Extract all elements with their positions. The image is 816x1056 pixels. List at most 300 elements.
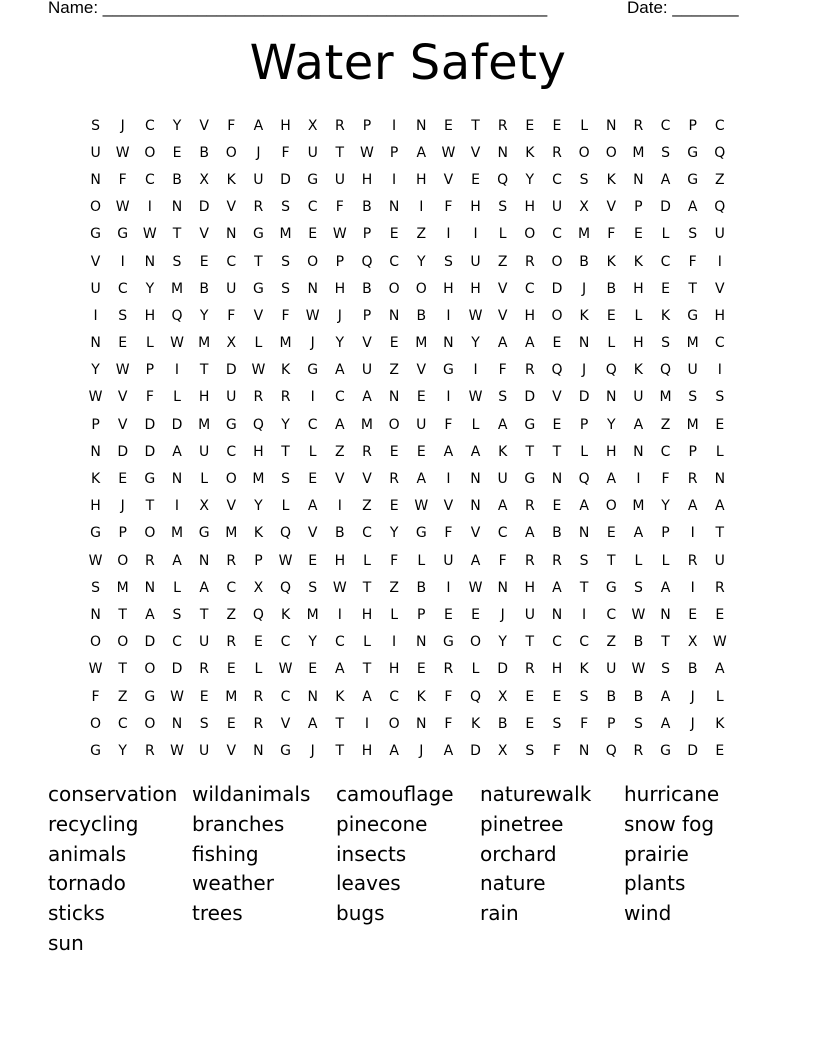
grid-letter[interactable]: H bbox=[198, 389, 210, 406]
grid-letter[interactable]: A bbox=[362, 389, 372, 406]
grid-letter[interactable]: G bbox=[144, 471, 156, 488]
grid-letter[interactable]: C bbox=[144, 117, 155, 134]
grid-letter[interactable]: U bbox=[334, 171, 345, 188]
grid-letter[interactable]: X bbox=[226, 335, 237, 352]
grid-letter[interactable]: A bbox=[633, 416, 644, 433]
grid-letter[interactable]: N bbox=[253, 742, 264, 759]
grid-letter[interactable]: P bbox=[661, 525, 670, 542]
grid-letter[interactable]: U bbox=[687, 362, 698, 379]
grid-letter[interactable]: P bbox=[417, 606, 426, 623]
grid-letter[interactable]: G bbox=[307, 362, 319, 379]
grid-letter[interactable]: D bbox=[171, 416, 183, 433]
grid-letter[interactable]: F bbox=[688, 253, 697, 270]
grid-letter[interactable]: G bbox=[252, 280, 264, 297]
grid-letter[interactable]: F bbox=[145, 389, 154, 406]
grid-letter[interactable]: P bbox=[389, 144, 399, 161]
grid-letter[interactable]: F bbox=[281, 307, 290, 324]
grid-letter[interactable]: A bbox=[145, 606, 155, 623]
grid-letter[interactable]: S bbox=[443, 253, 453, 270]
grid-letter[interactable]: M bbox=[170, 280, 184, 297]
date-field[interactable]: Date: _______ bbox=[627, 0, 739, 17]
grid-letter[interactable]: F bbox=[444, 715, 453, 732]
grid-letter[interactable]: C bbox=[524, 280, 535, 297]
grid-letter[interactable]: C bbox=[552, 634, 562, 651]
grid-letter[interactable]: X bbox=[199, 171, 209, 188]
grid-letter[interactable]: T bbox=[715, 525, 725, 542]
grid-letter[interactable]: U bbox=[470, 253, 481, 270]
grid-letter[interactable]: A bbox=[335, 362, 345, 379]
grid-letter[interactable]: Y bbox=[254, 498, 263, 515]
grid-letter[interactable]: W bbox=[278, 552, 293, 569]
grid-letter[interactable]: W bbox=[88, 389, 103, 406]
grid-letter[interactable]: E bbox=[226, 715, 236, 732]
grid-letter[interactable]: H bbox=[90, 498, 101, 515]
grid-letter[interactable]: Q bbox=[578, 471, 590, 488]
grid-letter[interactable]: G bbox=[90, 742, 101, 759]
grid-letter[interactable]: C bbox=[660, 117, 671, 134]
grid-letter[interactable]: P bbox=[118, 525, 127, 542]
grid-letter[interactable]: S bbox=[579, 552, 589, 569]
grid-letter[interactable]: I bbox=[446, 307, 451, 324]
grid-letter[interactable]: D bbox=[497, 661, 509, 678]
grid-letter[interactable]: N bbox=[388, 199, 400, 216]
grid-letter[interactable]: E bbox=[416, 389, 426, 406]
grid-letter[interactable]: R bbox=[226, 552, 237, 569]
grid-letter[interactable]: O bbox=[551, 253, 563, 270]
grid-letter[interactable]: A bbox=[606, 471, 617, 488]
grid-letter[interactable]: H bbox=[334, 552, 346, 569]
grid-letter[interactable]: Y bbox=[308, 634, 317, 651]
grid-letter[interactable]: P bbox=[362, 307, 372, 324]
grid-letter[interactable]: Z bbox=[497, 253, 508, 270]
grid-letter[interactable]: O bbox=[605, 498, 617, 515]
grid-letter[interactable]: K bbox=[226, 171, 236, 188]
grid-letter[interactable]: N bbox=[497, 579, 508, 596]
grid-letter[interactable]: Q bbox=[171, 307, 183, 324]
grid-letter[interactable]: G bbox=[252, 226, 264, 243]
grid-letter[interactable]: M bbox=[279, 335, 292, 352]
grid-letter[interactable]: O bbox=[144, 144, 156, 161]
grid-letter[interactable]: T bbox=[525, 443, 535, 460]
grid-letter[interactable]: A bbox=[579, 498, 589, 515]
grid-letter[interactable]: G bbox=[687, 144, 699, 161]
grid-letter[interactable]: G bbox=[144, 688, 156, 705]
grid-letter[interactable]: Y bbox=[281, 416, 290, 433]
grid-letter[interactable]: F bbox=[118, 171, 127, 188]
grid-letter[interactable]: C bbox=[307, 416, 318, 433]
grid-letter[interactable]: V bbox=[362, 335, 372, 352]
grid-letter[interactable]: Y bbox=[145, 280, 155, 297]
grid-letter[interactable]: K bbox=[90, 471, 101, 488]
grid-letter[interactable]: S bbox=[172, 606, 182, 623]
grid-letter[interactable]: A bbox=[416, 144, 427, 161]
grid-letter[interactable]: H bbox=[144, 307, 156, 324]
grid-letter[interactable]: H bbox=[443, 280, 454, 297]
grid-letter[interactable]: R bbox=[497, 117, 508, 134]
grid-letter[interactable]: D bbox=[524, 389, 536, 406]
grid-letter[interactable]: V bbox=[307, 525, 318, 542]
grid-letter[interactable]: G bbox=[198, 525, 210, 542]
grid-letter[interactable]: C bbox=[172, 634, 182, 651]
grid-letter[interactable]: H bbox=[253, 443, 264, 460]
grid-letter[interactable]: H bbox=[633, 280, 644, 297]
grid-letter[interactable]: F bbox=[498, 362, 507, 379]
grid-letter[interactable]: N bbox=[470, 498, 481, 515]
grid-letter[interactable]: A bbox=[633, 525, 644, 542]
grid-letter[interactable]: L bbox=[363, 552, 371, 569]
grid-letter[interactable]: K bbox=[606, 253, 616, 270]
grid-letter[interactable]: F bbox=[335, 199, 344, 216]
grid-letter[interactable]: L bbox=[661, 552, 670, 569]
grid-letter[interactable]: E bbox=[416, 443, 426, 460]
grid-letter[interactable]: Z bbox=[335, 443, 345, 460]
grid-letter[interactable]: J bbox=[120, 498, 125, 515]
grid-letter[interactable]: R bbox=[552, 144, 562, 161]
grid-letter[interactable]: N bbox=[714, 471, 726, 488]
grid-letter[interactable]: B bbox=[687, 661, 698, 678]
grid-letter[interactable]: L bbox=[254, 335, 263, 352]
grid-letter[interactable]: B bbox=[362, 199, 372, 216]
grid-letter[interactable]: W bbox=[332, 226, 347, 243]
grid-letter[interactable]: A bbox=[552, 579, 562, 596]
grid-letter[interactable]: N bbox=[144, 579, 156, 596]
grid-letter[interactable]: Q bbox=[497, 171, 509, 188]
grid-letter[interactable]: N bbox=[416, 117, 427, 134]
grid-letter[interactable]: E bbox=[715, 742, 725, 759]
grid-letter[interactable]: E bbox=[253, 634, 263, 651]
grid-letter[interactable]: V bbox=[226, 199, 237, 216]
grid-letter[interactable]: I bbox=[147, 199, 152, 216]
grid-letter[interactable]: I bbox=[717, 253, 722, 270]
grid-letter[interactable]: L bbox=[661, 226, 670, 243]
grid-letter[interactable]: A bbox=[715, 498, 725, 515]
grid-letter[interactable]: P bbox=[634, 199, 643, 216]
grid-letter[interactable]: U bbox=[416, 416, 427, 433]
grid-letter[interactable]: J bbox=[690, 715, 695, 732]
grid-letter[interactable]: T bbox=[471, 117, 480, 134]
grid-letter[interactable]: P bbox=[362, 226, 372, 243]
grid-letter[interactable]: B bbox=[362, 280, 372, 297]
grid-letter[interactable]: H bbox=[524, 307, 536, 324]
grid-letter[interactable]: G bbox=[524, 416, 536, 433]
grid-letter[interactable]: I bbox=[120, 253, 125, 270]
grid-letter[interactable]: T bbox=[552, 443, 562, 460]
grid-letter[interactable]: V bbox=[226, 498, 237, 515]
grid-letter[interactable]: L bbox=[715, 688, 724, 705]
grid-letter[interactable]: F bbox=[390, 552, 399, 569]
grid-letter[interactable]: A bbox=[660, 171, 671, 188]
grid-letter[interactable]: L bbox=[607, 335, 616, 352]
grid-letter[interactable]: U bbox=[633, 389, 644, 406]
grid-letter[interactable]: N bbox=[633, 171, 644, 188]
grid-letter[interactable]: A bbox=[172, 552, 182, 569]
grid-letter[interactable]: E bbox=[688, 606, 698, 623]
grid-letter[interactable]: D bbox=[578, 389, 590, 406]
grid-letter[interactable]: E bbox=[552, 498, 562, 515]
grid-letter[interactable]: Z bbox=[715, 171, 725, 188]
grid-letter[interactable]: D bbox=[144, 416, 156, 433]
grid-letter[interactable]: K bbox=[633, 362, 643, 379]
grid-letter[interactable]: V bbox=[90, 253, 101, 270]
grid-letter[interactable]: O bbox=[144, 715, 156, 732]
grid-letter[interactable]: B bbox=[606, 280, 617, 297]
grid-letter[interactable]: U bbox=[90, 280, 101, 297]
grid-letter[interactable]: P bbox=[335, 253, 345, 270]
grid-letter[interactable]: I bbox=[446, 226, 451, 243]
grid-letter[interactable]: Y bbox=[199, 307, 209, 324]
grid-letter[interactable]: E bbox=[389, 443, 399, 460]
grid-letter[interactable]: V bbox=[443, 498, 454, 515]
grid-letter[interactable]: I bbox=[174, 362, 180, 379]
grid-letter[interactable]: L bbox=[200, 471, 209, 488]
grid-letter[interactable]: N bbox=[307, 280, 318, 297]
grid-letter[interactable]: S bbox=[688, 389, 698, 406]
grid-letter[interactable]: V bbox=[362, 471, 372, 488]
grid-letter[interactable]: V bbox=[606, 199, 617, 216]
grid-letter[interactable]: S bbox=[118, 307, 128, 324]
grid-letter[interactable]: E bbox=[606, 525, 616, 542]
grid-letter[interactable]: E bbox=[308, 471, 318, 488]
grid-letter[interactable]: J bbox=[582, 280, 587, 297]
grid-letter[interactable]: W bbox=[115, 144, 130, 161]
grid-letter[interactable]: X bbox=[253, 579, 264, 596]
grid-letter[interactable]: O bbox=[388, 416, 400, 433]
grid-letter[interactable]: N bbox=[551, 606, 563, 623]
grid-letter[interactable]: W bbox=[278, 661, 293, 678]
grid-letter[interactable]: Q bbox=[361, 253, 373, 270]
grid-letter[interactable]: M bbox=[632, 498, 645, 515]
grid-letter[interactable]: C bbox=[117, 715, 128, 732]
grid-letter[interactable]: Y bbox=[91, 362, 100, 379]
grid-letter[interactable]: S bbox=[281, 280, 290, 297]
grid-letter[interactable]: D bbox=[660, 199, 671, 216]
grid-letter[interactable]: N bbox=[606, 389, 617, 406]
grid-letter[interactable]: Y bbox=[118, 742, 127, 759]
grid-letter[interactable]: W bbox=[441, 144, 456, 161]
grid-letter[interactable]: M bbox=[198, 335, 211, 352]
grid-letter[interactable]: L bbox=[471, 416, 480, 433]
grid-letter[interactable]: M bbox=[225, 688, 238, 705]
grid-letter[interactable]: R bbox=[226, 634, 237, 651]
grid-letter[interactable]: E bbox=[308, 552, 318, 569]
grid-letter[interactable]: I bbox=[473, 226, 478, 243]
grid-letter[interactable]: V bbox=[199, 117, 209, 134]
grid-letter[interactable]: G bbox=[90, 226, 101, 243]
grid-letter[interactable]: V bbox=[552, 389, 562, 406]
grid-letter[interactable]: E bbox=[443, 606, 453, 623]
grid-letter[interactable]: K bbox=[525, 144, 535, 161]
grid-letter[interactable]: S bbox=[199, 715, 209, 732]
grid-letter[interactable]: E bbox=[389, 226, 399, 243]
grid-letter[interactable]: R bbox=[362, 443, 372, 460]
grid-letter[interactable]: Y bbox=[172, 117, 182, 134]
grid-letter[interactable]: I bbox=[310, 389, 315, 406]
grid-letter[interactable]: P bbox=[145, 362, 155, 379]
grid-letter[interactable]: B bbox=[633, 688, 644, 705]
grid-letter[interactable]: A bbox=[335, 661, 345, 678]
grid-letter[interactable]: Y bbox=[606, 416, 616, 433]
grid-letter[interactable]: I bbox=[337, 498, 342, 515]
grid-letter[interactable]: F bbox=[580, 715, 589, 732]
grid-letter[interactable]: W bbox=[468, 307, 483, 324]
grid-letter[interactable]: N bbox=[171, 471, 183, 488]
grid-letter[interactable]: G bbox=[117, 226, 129, 243]
grid-letter[interactable]: B bbox=[199, 280, 209, 297]
grid-letter[interactable]: F bbox=[607, 226, 616, 243]
grid-letter[interactable]: H bbox=[280, 117, 291, 134]
grid-letter[interactable]: S bbox=[633, 579, 643, 596]
grid-letter[interactable]: H bbox=[551, 661, 563, 678]
grid-letter[interactable]: T bbox=[281, 443, 290, 460]
grid-letter[interactable]: Y bbox=[661, 498, 670, 515]
grid-letter[interactable]: B bbox=[579, 253, 589, 270]
grid-letter[interactable]: N bbox=[497, 144, 508, 161]
grid-letter[interactable]: B bbox=[606, 688, 617, 705]
grid-letter[interactable]: P bbox=[254, 552, 263, 569]
grid-letter[interactable]: C bbox=[334, 634, 345, 651]
grid-letter[interactable]: S bbox=[579, 688, 589, 705]
grid-letter[interactable]: G bbox=[605, 579, 617, 596]
grid-letter[interactable]: H bbox=[633, 335, 644, 352]
grid-letter[interactable]: R bbox=[443, 661, 454, 678]
grid-letter[interactable]: Q bbox=[252, 606, 264, 623]
grid-letter[interactable]: N bbox=[90, 606, 101, 623]
grid-letter[interactable]: L bbox=[173, 389, 181, 406]
grid-letter[interactable]: Q bbox=[252, 416, 264, 433]
grid-letter[interactable]: M bbox=[170, 525, 184, 542]
grid-letter[interactable]: E bbox=[226, 661, 236, 678]
grid-letter[interactable]: R bbox=[524, 552, 535, 569]
grid-letter[interactable]: E bbox=[443, 117, 453, 134]
grid-letter[interactable]: C bbox=[307, 199, 318, 216]
grid-letter[interactable]: C bbox=[552, 171, 562, 188]
grid-letter[interactable]: N bbox=[307, 688, 318, 705]
grid-letter[interactable]: W bbox=[631, 606, 646, 623]
grid-letter[interactable]: D bbox=[144, 443, 156, 460]
grid-letter[interactable]: D bbox=[144, 634, 156, 651]
grid-letter[interactable]: V bbox=[443, 171, 454, 188]
grid-letter[interactable]: W bbox=[88, 552, 103, 569]
grid-letter[interactable]: L bbox=[308, 443, 317, 460]
grid-letter[interactable]: H bbox=[361, 606, 373, 623]
grid-letter[interactable]: H bbox=[334, 280, 346, 297]
grid-letter[interactable]: D bbox=[687, 742, 699, 759]
grid-letter[interactable]: A bbox=[416, 471, 427, 488]
grid-letter[interactable]: L bbox=[254, 661, 263, 678]
grid-letter[interactable]: J bbox=[337, 307, 342, 324]
grid-letter[interactable]: F bbox=[552, 742, 561, 759]
grid-letter[interactable]: O bbox=[225, 144, 237, 161]
grid-letter[interactable]: T bbox=[145, 498, 155, 515]
grid-letter[interactable]: X bbox=[199, 498, 209, 515]
grid-letter[interactable]: U bbox=[307, 144, 318, 161]
grid-letter[interactable]: D bbox=[280, 171, 291, 188]
grid-letter[interactable]: A bbox=[497, 498, 508, 515]
grid-letter[interactable]: Q bbox=[660, 362, 672, 379]
grid-letter[interactable]: B bbox=[416, 307, 427, 324]
grid-letter[interactable]: E bbox=[525, 715, 535, 732]
grid-letter[interactable]: N bbox=[144, 253, 156, 270]
grid-letter[interactable]: T bbox=[335, 715, 345, 732]
grid-letter[interactable]: S bbox=[172, 253, 182, 270]
grid-letter[interactable]: J bbox=[120, 117, 125, 134]
grid-letter[interactable]: T bbox=[199, 362, 209, 379]
grid-letter[interactable]: U bbox=[443, 552, 454, 569]
grid-letter[interactable]: N bbox=[171, 715, 183, 732]
grid-letter[interactable]: F bbox=[661, 471, 670, 488]
grid-letter[interactable]: R bbox=[552, 552, 562, 569]
grid-letter[interactable]: H bbox=[470, 199, 481, 216]
grid-letter[interactable]: O bbox=[388, 715, 400, 732]
grid-letter[interactable]: L bbox=[471, 661, 480, 678]
grid-letter[interactable]: E bbox=[199, 253, 209, 270]
grid-letter[interactable]: E bbox=[715, 606, 725, 623]
grid-letter[interactable]: P bbox=[607, 715, 616, 732]
grid-letter[interactable]: E bbox=[661, 280, 670, 297]
grid-letter[interactable]: N bbox=[198, 552, 210, 569]
grid-letter[interactable]: U bbox=[253, 171, 264, 188]
grid-letter[interactable]: U bbox=[606, 661, 617, 678]
grid-letter[interactable]: D bbox=[198, 199, 210, 216]
grid-letter[interactable]: G bbox=[687, 307, 699, 324]
grid-letter[interactable]: A bbox=[307, 498, 318, 515]
grid-letter[interactable]: V bbox=[253, 307, 264, 324]
grid-letter[interactable]: E bbox=[525, 117, 535, 134]
grid-letter[interactable]: W bbox=[360, 144, 374, 161]
grid-letter[interactable]: C bbox=[389, 688, 399, 705]
grid-letter[interactable]: I bbox=[446, 579, 451, 596]
grid-letter[interactable]: R bbox=[687, 471, 698, 488]
grid-letter[interactable]: F bbox=[444, 416, 453, 433]
grid-letter[interactable]: L bbox=[173, 579, 181, 596]
grid-letter[interactable]: B bbox=[552, 525, 562, 542]
grid-letter[interactable]: C bbox=[226, 443, 237, 460]
name-field[interactable]: Name: _______________________________________________ bbox=[48, 0, 548, 17]
grid-letter[interactable]: R bbox=[253, 389, 264, 406]
grid-letter[interactable]: W bbox=[115, 199, 130, 216]
grid-letter[interactable]: S bbox=[579, 171, 589, 188]
grid-letter[interactable]: R bbox=[334, 117, 345, 134]
grid-letter[interactable]: A bbox=[497, 416, 508, 433]
grid-letter[interactable]: V bbox=[715, 280, 725, 297]
grid-letter[interactable]: E bbox=[552, 688, 562, 705]
grid-letter[interactable]: W bbox=[468, 579, 483, 596]
grid-letter[interactable]: E bbox=[633, 226, 643, 243]
grid-letter[interactable]: O bbox=[90, 634, 102, 651]
grid-letter[interactable]: D bbox=[470, 742, 481, 759]
grid-letter[interactable]: R bbox=[633, 742, 644, 759]
grid-letter[interactable]: W bbox=[88, 661, 103, 678]
grid-letter[interactable]: C bbox=[660, 253, 671, 270]
grid-letter[interactable]: E bbox=[172, 144, 182, 161]
grid-letter[interactable]: V bbox=[470, 525, 481, 542]
grid-letter[interactable]: W bbox=[332, 579, 347, 596]
grid-letter[interactable]: Z bbox=[117, 688, 128, 705]
grid-letter[interactable]: E bbox=[525, 688, 535, 705]
grid-letter[interactable]: A bbox=[687, 498, 698, 515]
grid-letter[interactable]: F bbox=[227, 307, 236, 324]
grid-letter[interactable]: L bbox=[145, 335, 154, 352]
grid-letter[interactable]: R bbox=[389, 471, 399, 488]
grid-letter[interactable]: K bbox=[280, 362, 291, 379]
grid-letter[interactable]: N bbox=[578, 525, 590, 542]
grid-letter[interactable]: G bbox=[524, 471, 536, 488]
grid-letter[interactable]: K bbox=[715, 715, 725, 732]
grid-letter[interactable]: U bbox=[524, 606, 535, 623]
grid-letter[interactable]: E bbox=[118, 335, 128, 352]
grid-letter[interactable]: K bbox=[498, 443, 508, 460]
grid-letter[interactable]: L bbox=[634, 552, 643, 569]
